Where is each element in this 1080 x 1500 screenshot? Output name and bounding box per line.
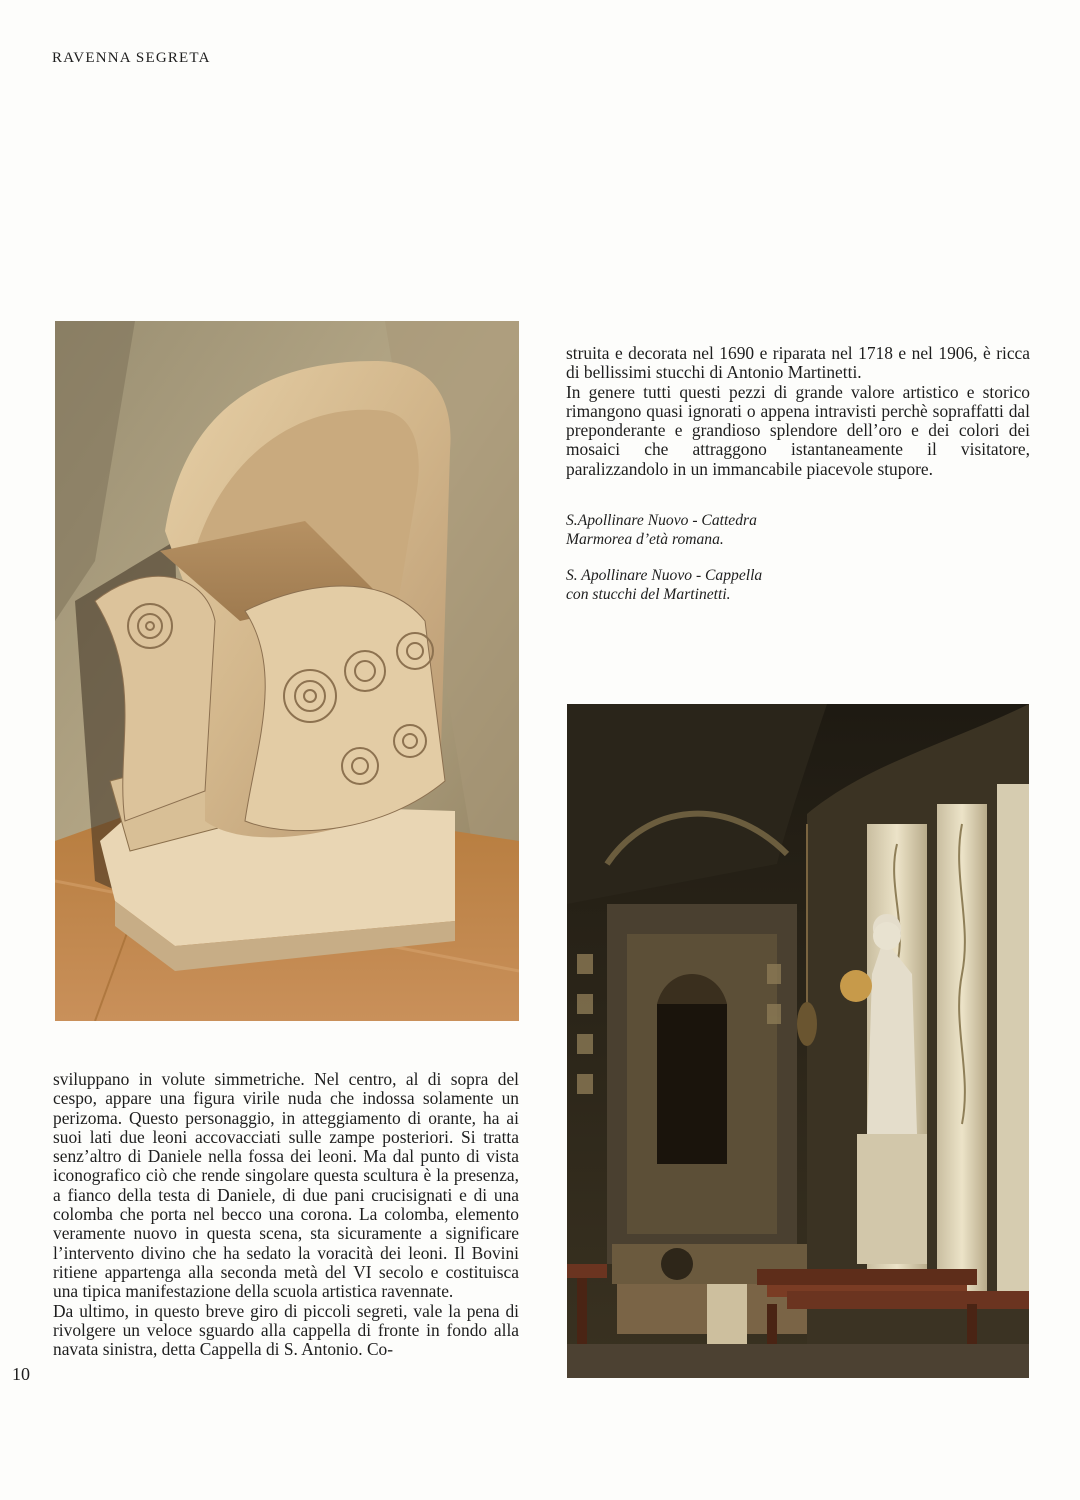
caption-chair [566,511,1030,549]
caption-line: Marmorea d’età romana. [566,531,724,548]
paragraph: sviluppano in volute simmetriche. Nel centro, al di sopra del cespo, appare una figura virile nuda che indossa solamente un perizoma. Questo personaggio, in atteggiamento di orante, ha ai suoi lati due leoni accovacciati sulle zampe posteriori. Si tratta senz’altro di Daniele nella fossa dei leoni. Ma dal punto di vista iconografico ciò che rende singolare questa scultura è la presenza, a fianco della testa di Daniele, di due pani crucisignati e di una colomba che porta nel becco una corona. La colomba, elemento veramente nuovo in questa scena, sta sicuramente a significare l’intervento divino che ha sedato la voracità dei leoni. Il Bovini ritiene appartenga alla seconda metà del VI secolo e costituisca una tipica manifestazione della scuola artistica ravennate. [53,1069,519,1302]
caption-line: S.Apollinare Nuovo - Cattedra [566,512,757,529]
article-text-top [566,344,1030,479]
caption-chapel [566,566,1030,604]
running-title: RAVENNA SEGRETA [52,50,211,66]
paragraph: In genere tutti questi pezzi di grande valore artistico e storico rimangono quasi ignorati o appena intravisti perchè sopraffatti dal preponderante e grandioso splendore dell’oro e dei colori dei mosaici che attraggono istantaneamente il visitatore, paralizzandolo in un immancabile piacevole stupore. [566,381,1030,479]
paragraph: struita e decorata nel 1690 e riparata nel 1718 e nel 1906, è ricca di bellissimi stucchi di Antonio Martinetti. [566,343,1030,383]
chapel-photo [567,704,1029,1378]
article-text-bottom [53,1070,519,1359]
page-number: 10 [12,1364,30,1384]
caption-line: S. Apollinare Nuovo - Cappella [566,567,763,584]
paragraph: Da ultimo, in questo breve giro di piccoli segreti, vale la pena di rivolgere un veloce sguardo alla cappella di fronte in fondo alla navata sinistra, detta Cappella di S. Antonio. Co- [53,1300,519,1360]
photo-captions [566,511,1030,621]
marble-chair-photo [55,321,519,1021]
caption-line: con stucchi del Martinetti. [566,586,731,603]
